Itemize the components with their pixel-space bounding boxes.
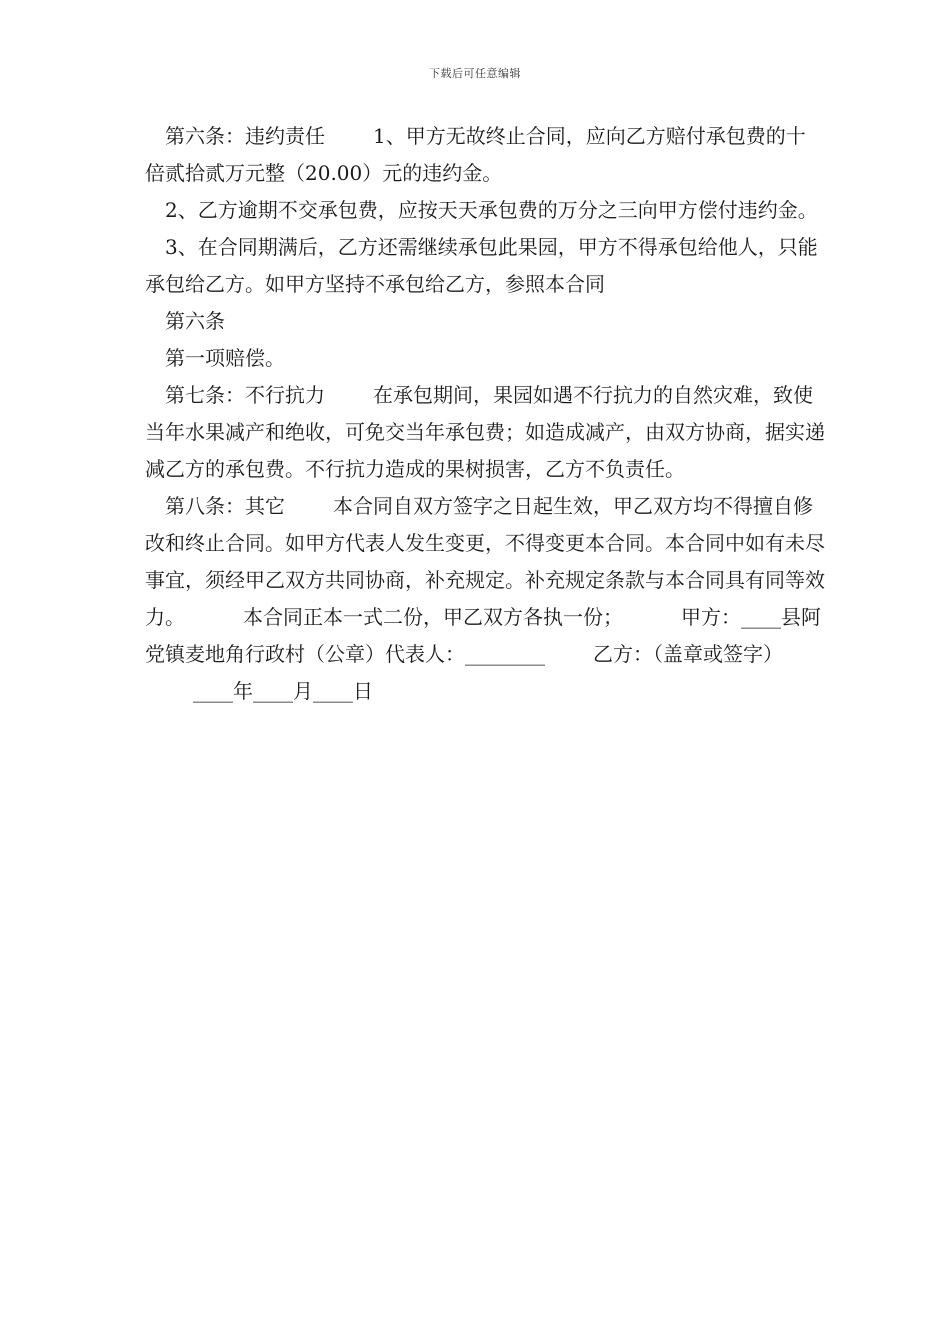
article-6-item-2: 2、乙方逾期不交承包费，应按天天承包费的万分之三向甲方偿付违约金。 <box>165 198 818 222</box>
article-6-ref-text-2: 第一项赔偿。 <box>165 346 285 370</box>
article-6-item-1: 1、甲方无故终止合同，应向乙方赔付承包费的十倍贰拾贰万元整（20.00）元的违约金。 <box>145 124 806 185</box>
article-6-ref-line-2 <box>145 340 825 377</box>
article-8-title: 第八条：其它 <box>165 494 285 518</box>
page-header: 下载后可任意编辑 <box>429 67 521 80</box>
party-b-signature: 乙方：（盖章或签字） <box>593 642 783 666</box>
article-6-item-3: 3、在合同期满后，乙方还需继续承包此果园，甲方不得承包给他人，只能承包给乙方。如甲方坚持不承包给乙方，参照本合同 <box>145 235 818 296</box>
contract-body <box>145 118 825 710</box>
article-8-body-1: 本合同自双方签字之日起生效，甲乙双方均不得擅自修改和终止合同。如甲方代表人发生变更，不得变更本合同。本合同中如有未尽事宜，须经甲乙双方共同协商，补充规定。补充规定条款与本合同具有同等效力。 <box>145 494 825 629</box>
article-7-title: 第七条：不行抗力 <box>165 383 325 407</box>
article-6-clause-1 <box>145 118 825 192</box>
article-6-ref-text-1: 第六条 <box>165 309 225 333</box>
article-8 <box>145 488 825 710</box>
article-7 <box>145 377 825 488</box>
article-6-title: 第六条：违约责任 <box>165 124 325 148</box>
article-7-body: 在承包期间，果园如遇不行抗力的自然灾难，致使当年水果减产和绝收，可免交当年承包费；如造成减产，由双方协商，据实递减乙方的承包费。不行抗力造成的果树损害，乙方不负责任。 <box>145 383 825 481</box>
signing-date: ____年____月____日 <box>193 679 373 703</box>
party-a-signature: 甲方：____县阿党镇麦地角行政村（公章）代表人：________ <box>145 605 821 666</box>
article-6-ref-line-1 <box>145 303 825 340</box>
article-8-body-2: 本合同正本一式二份，甲乙双方各执一份； <box>243 605 623 629</box>
article-6-clause-2 <box>145 192 825 229</box>
article-6-clause-3 <box>145 229 825 303</box>
